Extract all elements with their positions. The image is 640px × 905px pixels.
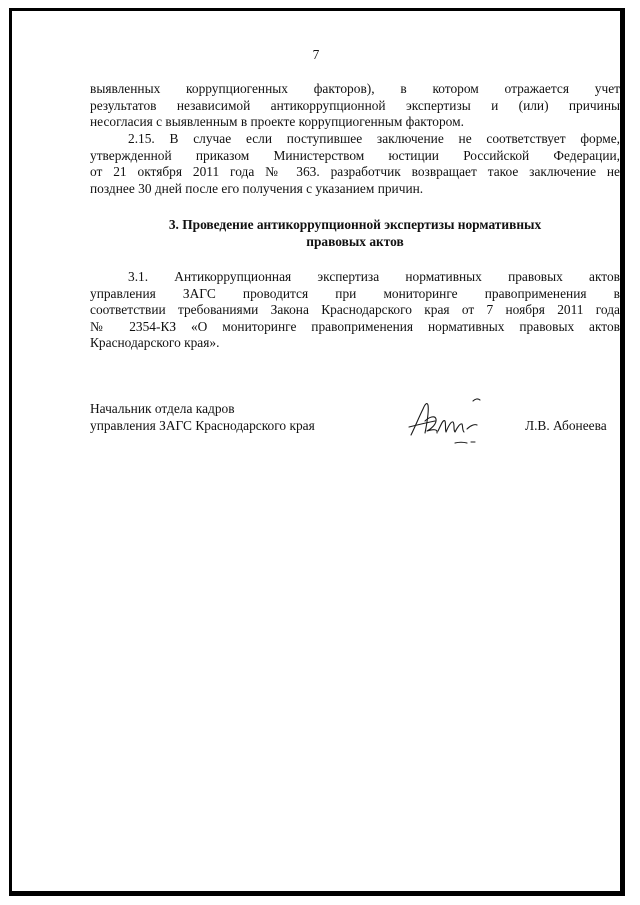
text-line: № 2354-КЗ «О мониторинге правоприменения нормативных правовых актов [90, 318, 620, 334]
page-number: 7 [312, 47, 320, 62]
paragraph-3-1 [90, 269, 620, 352]
text-line: от 21 октября 2011 года № 363. разработчик возвращает такое заключение не [90, 164, 620, 179]
text-line: результатов независимой антикоррупционной экспертизы и (или) причины [90, 97, 620, 113]
text-line: Краснодарского края». [90, 335, 220, 350]
signatory-name: Л.В. Абонеева [525, 418, 607, 433]
heading-line: 3. Проведение антикоррупционной экспертизы нормативных [168, 217, 542, 232]
handwritten-signature-icon [405, 391, 493, 453]
document-page [9, 8, 625, 896]
position-line: управления ЗАГС Краснодарского края [90, 417, 315, 433]
text-line: выявленных коррупциогенных факторов), в котором отражается учет [90, 81, 620, 96]
paragraph-2-15 [90, 131, 620, 197]
signatory-position [90, 401, 315, 434]
position-line: Начальник отдела кадров [90, 401, 235, 416]
paragraph-continuation [90, 81, 620, 131]
heading-line: правовых актов [306, 233, 404, 249]
text-line: управления ЗАГС проводится при мониторинге правоприменения в [90, 285, 620, 301]
text-line: 2.15. В случае если поступившее заключение не соответствует форме, [128, 131, 620, 146]
text-line: соответствии требованиями Закона Краснодарского края от 7 ноября 2011 года [90, 302, 620, 317]
text-line: утвержденной приказом Министерством юстиции Российской Федерации, [90, 147, 620, 163]
text-line: позднее 30 дней после его получения с указанием причин. [90, 180, 424, 196]
text-line: 3.1. Антикоррупционная экспертиза нормативных правовых актов [128, 269, 620, 284]
section-heading [90, 217, 620, 250]
text-line: несогласия с выявленным в проекте коррупциогенным фактором. [90, 114, 464, 129]
